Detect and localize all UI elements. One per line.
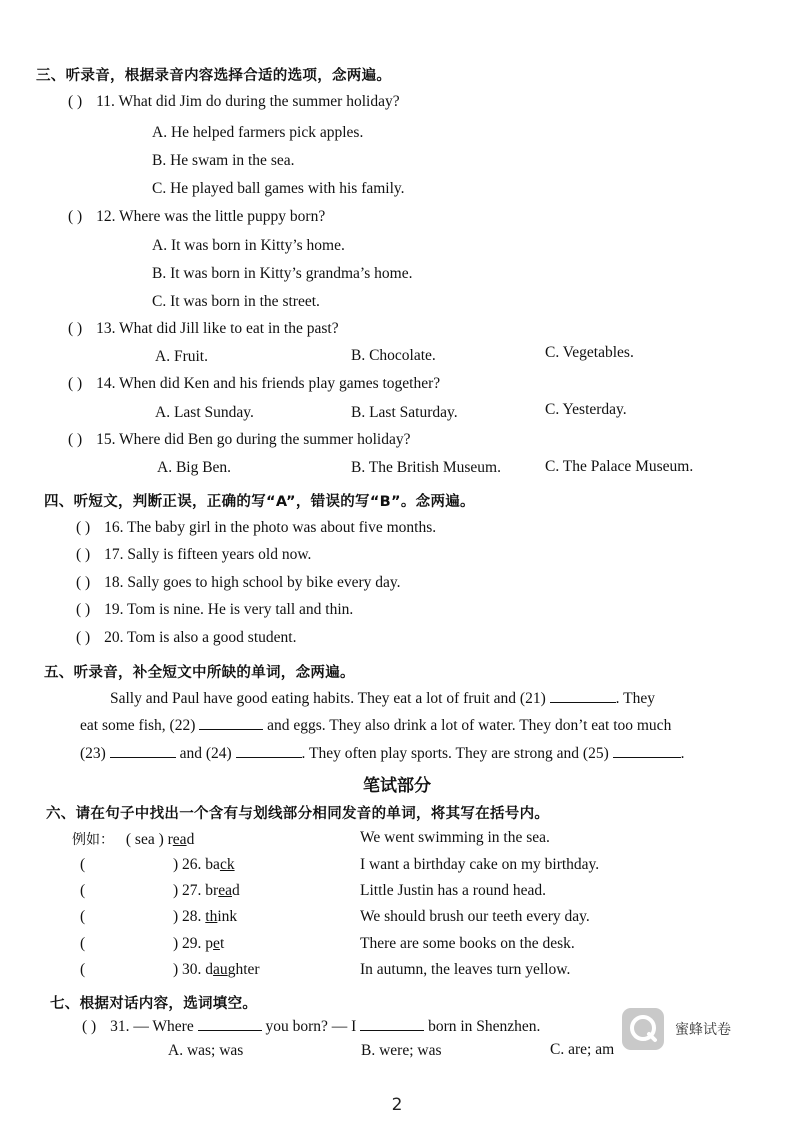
q13-option-a: A. Fruit. <box>155 348 208 365</box>
q28-sentence: We should brush our teeth every day. <box>360 908 590 925</box>
q31-blank-1[interactable] <box>198 1018 262 1031</box>
q11-line <box>68 93 400 111</box>
q27-word: ) 27. bread <box>173 882 240 899</box>
q18-text: 18. Sally goes to high school by bike every day. <box>104 574 401 591</box>
q13-option-b: B. Chocolate. <box>351 347 436 364</box>
q12-answer-paren[interactable]: ( ) <box>68 208 83 225</box>
q15-option-c: C. The Palace Museum. <box>545 458 694 475</box>
q12-option-a: A. It was born in Kitty’s home. <box>152 237 345 254</box>
page-number: 2 <box>391 1095 403 1115</box>
q13-answer-paren[interactable]: ( ) <box>68 320 83 337</box>
q11-option-a: A. He helped farmers pick apples. <box>152 124 364 141</box>
example-sentence: We went swimming in the sea. <box>360 829 550 846</box>
q17-text: 17. Sally is fifteen years old now. <box>104 546 312 563</box>
section7-heading: 七、根据对话内容，选词填空。 <box>50 996 258 1012</box>
section4-heading: 四、听短文，判断正误，正确的写“A”，错误的写“B”。念两遍。 <box>44 494 475 510</box>
q15-option-a: A. Big Ben. <box>157 459 232 476</box>
q11-option-b: B. He swam in the sea. <box>152 152 295 169</box>
q11-answer-paren[interactable]: ( ) <box>68 93 83 110</box>
q27-paren-left[interactable]: ( <box>80 882 86 899</box>
q27-sentence: Little Justin has a round head. <box>360 882 546 899</box>
q30-sentence: In autumn, the leaves turn yellow. <box>360 961 571 978</box>
q13-text: 13. What did Jill like to eat in the past? <box>96 320 339 337</box>
q19-line <box>76 601 353 619</box>
q11-text: 11. What did Jim do during the summer holiday? <box>96 93 400 110</box>
watermark-logo-icon <box>622 1008 664 1050</box>
passage-text: and eggs. They also drink a lot of water. They don’t eat too much <box>263 717 672 734</box>
q15-answer-paren[interactable]: ( ) <box>68 431 83 448</box>
passage-text: . They often play sports. They are strong and (25) <box>301 745 613 762</box>
q31-pre: 31. — Where <box>110 1018 198 1035</box>
q12-text: 12. Where was the little puppy born? <box>96 208 326 225</box>
q14-option-a: A. Last Sunday. <box>155 404 254 421</box>
blank-24[interactable] <box>236 745 302 758</box>
q31-option-c: C. are; am <box>550 1041 615 1058</box>
q20-line <box>76 629 296 647</box>
q28-paren-left[interactable]: ( <box>80 908 86 925</box>
q28-word: ) 28. think <box>173 908 238 925</box>
blank-25[interactable] <box>613 745 681 758</box>
passage-text: . They <box>615 690 655 707</box>
q12-option-b: B. It was born in Kitty’s grandma’s home. <box>152 265 413 282</box>
q15-line <box>68 431 410 449</box>
q13-line <box>68 320 339 338</box>
q20-answer-paren[interactable]: ( ) <box>76 629 91 646</box>
q29-paren-left[interactable]: ( <box>80 935 86 952</box>
q12-option-c: C. It was born in the street. <box>152 293 320 310</box>
q16-text: 16. The baby girl in the photo was about five months. <box>104 519 437 536</box>
q17-line <box>76 546 311 564</box>
q16-line <box>76 519 436 537</box>
q15-option-b: B. The British Museum. <box>351 459 501 476</box>
q29-word: ) 29. pet <box>173 935 225 952</box>
q15-text: 15. Where did Ben go during the summer holiday? <box>96 431 411 448</box>
example-line <box>72 829 194 849</box>
watermark-text: 蜜蜂试卷 <box>675 1022 731 1038</box>
passage-line-1 <box>110 690 655 708</box>
q19-text: 19. Tom is nine. He is very tall and thin. <box>104 601 354 618</box>
q26-paren-left[interactable]: ( <box>80 856 86 873</box>
q14-answer-paren[interactable]: ( ) <box>68 375 83 392</box>
q29-sentence: There are some books on the desk. <box>360 935 575 952</box>
q26-sentence: I want a birthday cake on my birthday. <box>360 856 600 873</box>
passage-text: Sally and Paul have good eating habits. They eat a lot of fruit and (21) <box>110 690 550 707</box>
written-part-title: 笔试部分 <box>363 776 431 796</box>
q14-text: 14. When did Ken and his friends play games together? <box>96 375 441 392</box>
passage-text: (23) <box>80 745 110 762</box>
q17-answer-paren[interactable]: ( ) <box>76 546 91 563</box>
q13-option-c: C. Vegetables. <box>545 344 634 361</box>
section3-heading: 三、听录音，根据录音内容选择合适的选项，念两遍。 <box>36 68 392 84</box>
passage-text: and (24) <box>175 745 236 762</box>
example-answer: ( sea ) <box>125 831 164 848</box>
q31-blank-2[interactable] <box>360 1018 424 1031</box>
q18-line <box>76 574 401 592</box>
q14-line <box>68 375 440 393</box>
blank-22[interactable] <box>199 717 263 730</box>
q26-word: ) 26. back <box>173 856 235 873</box>
q16-answer-paren[interactable]: ( ) <box>76 519 91 536</box>
q11-option-c: C. He played ball games with his family. <box>152 180 405 197</box>
q31-option-b: B. were; was <box>361 1042 442 1059</box>
q20-text: 20. Tom is also a good student. <box>104 629 297 646</box>
q31-line <box>82 1018 540 1036</box>
q14-option-c: C. Yesterday. <box>545 401 627 418</box>
q14-option-b: B. Last Saturday. <box>351 404 458 421</box>
section5-heading: 五、听录音，补全短文中所缺的单词，念两遍。 <box>44 665 355 681</box>
example-word: read <box>167 831 195 848</box>
blank-23[interactable] <box>110 745 176 758</box>
passage-line-2 <box>80 717 671 735</box>
q31-option-a: A. was; was <box>168 1042 244 1059</box>
blank-21[interactable] <box>550 690 616 703</box>
q19-answer-paren[interactable]: ( ) <box>76 601 91 618</box>
q12-line <box>68 208 325 226</box>
q31-answer-paren[interactable]: ( ) <box>82 1018 97 1035</box>
q31-post: born in Shenzhen. <box>424 1018 541 1035</box>
passage-line-3 <box>80 745 684 763</box>
q18-answer-paren[interactable]: ( ) <box>76 574 91 591</box>
q30-paren-left[interactable]: ( <box>80 961 86 978</box>
passage-text: . <box>680 745 685 762</box>
q30-word: ) 30. daughter <box>173 961 260 978</box>
section6-heading: 六、请在句子中找出一个含有与划线部分相同发音的单词，将其写在括号内。 <box>46 806 550 822</box>
example-label: 例如： <box>72 832 114 848</box>
passage-text: eat some fish, (22) <box>80 717 200 734</box>
q31-mid: you born? — I <box>261 1018 361 1035</box>
